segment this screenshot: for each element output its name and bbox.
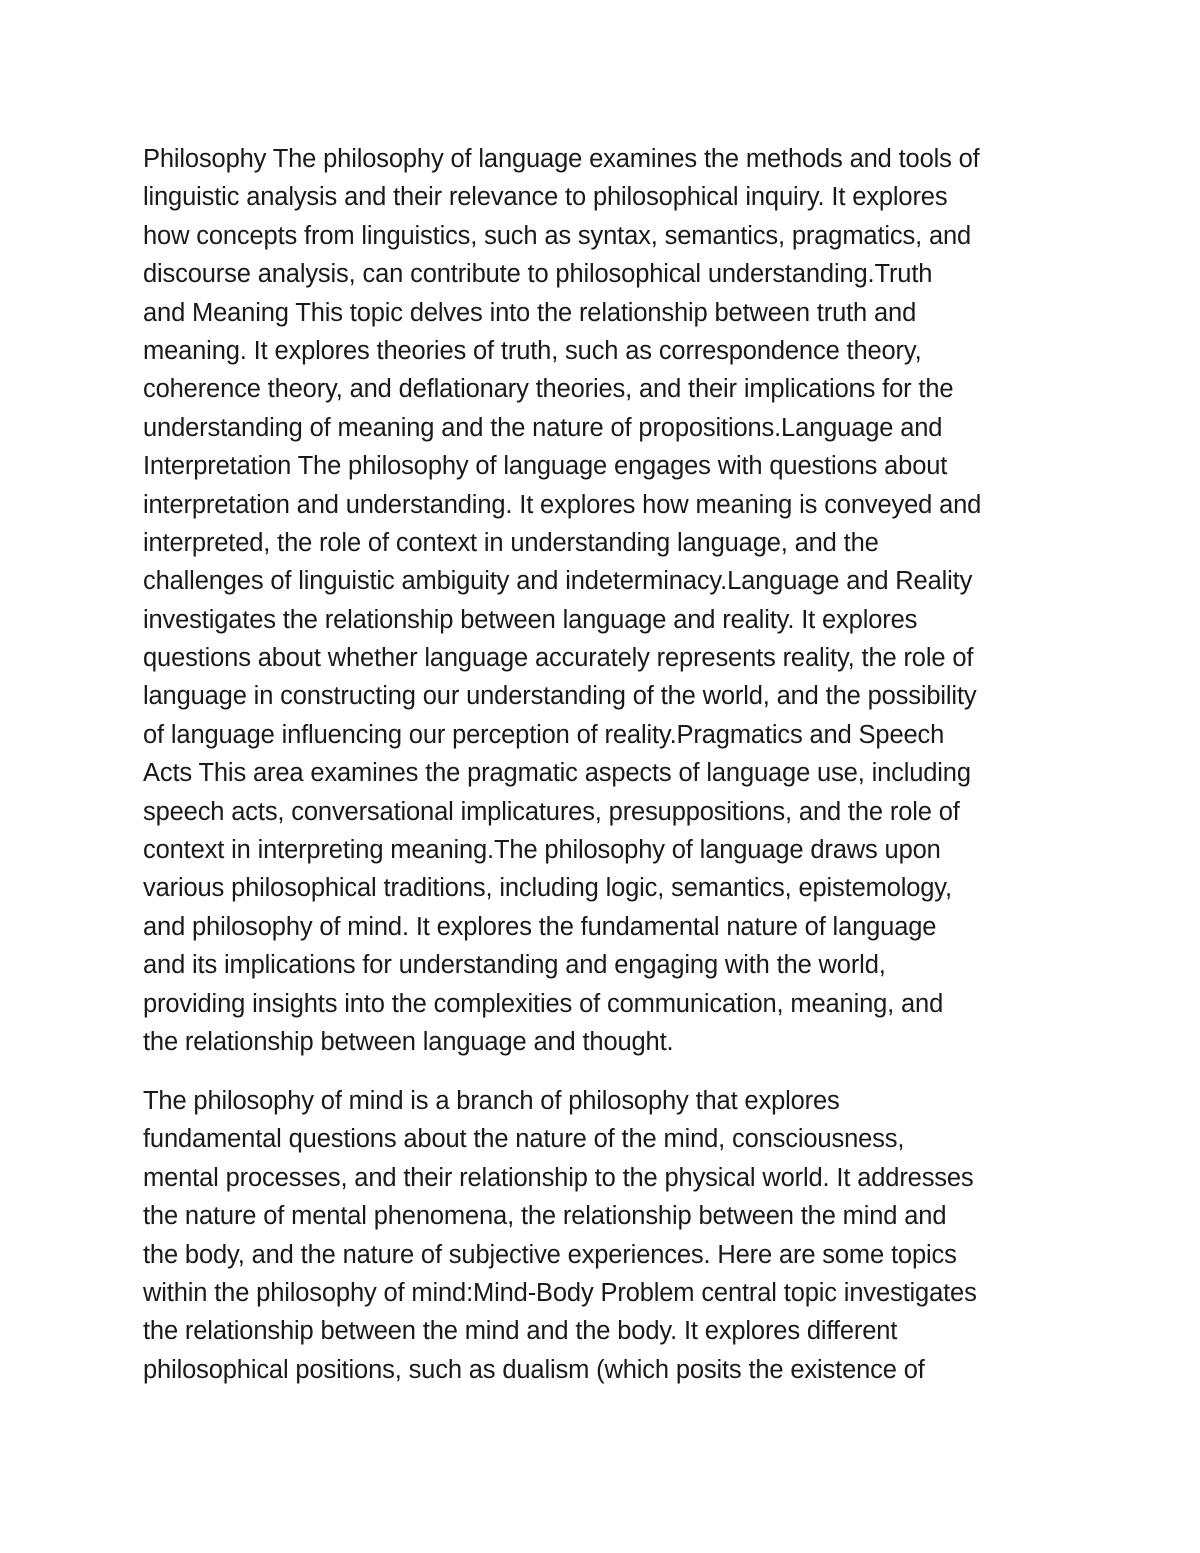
- text-line: how concepts from linguistics, such as syntax, semantics, pragmatics, and: [143, 221, 972, 250]
- text-line: speech acts, conversational implicatures, presuppositions, and the role of: [143, 797, 960, 826]
- text-line: the nature of mental phenomena, the relationship between the mind and: [143, 1202, 947, 1231]
- text-line: fundamental questions about the nature of the mind, consciousness,: [143, 1125, 905, 1154]
- text-line: and philosophy of mind. It explores the fundamental nature of language: [143, 912, 937, 941]
- text-line: and Meaning This topic delves into the relationship between truth and: [143, 298, 917, 327]
- text-line: interpretation and understanding. It explores how meaning is conveyed and: [143, 490, 982, 519]
- text-line: the relationship between language and thought.: [143, 1027, 674, 1056]
- text-line: of language influencing our perception of reality.Pragmatics and Speech: [143, 720, 945, 749]
- text-line: language in constructing our understanding of the world, and the possibility: [143, 682, 977, 711]
- text-line: The philosophy of mind is a branch of philosophy that explores: [143, 1087, 840, 1115]
- text-line: providing insights into the complexities of communication, meaning, and: [143, 989, 944, 1018]
- text-line: and its implications for understanding and engaging with the world,: [143, 951, 886, 980]
- text-line: Philosophy The philosophy of language examines the methods and tools of: [143, 145, 980, 173]
- text-line: the relationship between the mind and the body. It explores different: [143, 1317, 898, 1346]
- text-line: coherence theory, and deflationary theories, and their implications for the: [143, 375, 954, 404]
- text-line: various philosophical traditions, including logic, semantics, epistemology,: [143, 874, 952, 903]
- text-line: within the philosophy of mind:Mind-Body Problem central topic investigates: [143, 1278, 977, 1307]
- text-line: Acts This area examines the pragmatic aspects of language use, including: [143, 759, 971, 788]
- paragraph-philosophy-of-mind: [143, 1082, 1068, 1389]
- text-line: discourse analysis, can contribute to philosophical understanding.Truth: [143, 260, 933, 289]
- text-line: investigates the relationship between language and reality. It explores: [143, 605, 918, 634]
- text-line: context in interpreting meaning.The philosophy of language draws upon: [143, 836, 941, 865]
- text-line: the body, and the nature of subjective experiences. Here are some topics: [143, 1240, 957, 1269]
- text-line: interpreted, the role of context in understanding language, and the: [143, 528, 879, 557]
- text-line: philosophical positions, such as dualism (which posits the existence of: [143, 1355, 925, 1384]
- text-line: meaning. It explores theories of truth, such as correspondence theory,: [143, 336, 922, 365]
- text-line: mental processes, and their relationship to the physical world. It addresses: [143, 1163, 974, 1192]
- text-line: Interpretation The philosophy of language engages with questions about: [143, 452, 948, 481]
- text-line: challenges of linguistic ambiguity and indeterminacy.Language and Reality: [143, 567, 973, 596]
- text-line: linguistic analysis and their relevance to philosophical inquiry. It explores: [143, 183, 948, 212]
- paragraph-philosophy-of-language: [143, 140, 1068, 1061]
- text-line: understanding of meaning and the nature of propositions.Language and: [143, 413, 943, 442]
- text-line: questions about whether language accurately represents reality, the role of: [143, 644, 974, 673]
